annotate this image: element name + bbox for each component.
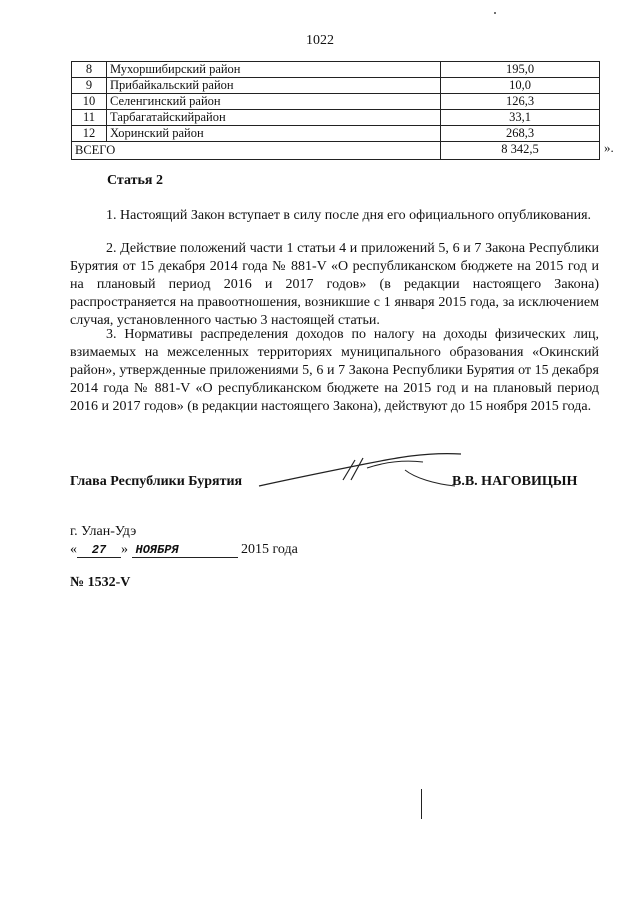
district-value: 268,3 xyxy=(441,126,600,142)
handwritten-signature xyxy=(255,440,465,500)
row-number: 12 xyxy=(72,126,107,142)
table-row xyxy=(72,126,600,142)
district-value: 195,0 xyxy=(441,62,600,78)
paragraph-3: 3. Нормативы распределения доходов по налогу на доходы физических лиц, взимаемых на межселенных территориях муниципального образования «Окинский район», утвержденные приложениями 5, 6 и 7 Закона Республики Бурятия от 15 декабря 2014 года № 881-V «О республиканском бюджете на 2015 год и на плановый период 2016 и 2017 годов» (в редакции настоящего Закона), действуют до 15 ноября 2015 года. xyxy=(70,327,599,414)
date-open-quote: « xyxy=(70,542,77,557)
table-row xyxy=(72,78,600,94)
district-value: 126,3 xyxy=(441,94,600,110)
table-row xyxy=(72,62,600,78)
district-name: Хоринский район xyxy=(107,126,441,142)
district-name: Мухоршибирский район xyxy=(107,62,441,78)
place-of-signing: г. Улан-Удэ xyxy=(70,524,137,539)
scan-speck xyxy=(494,12,496,14)
signatory-title: Глава Республики Бурятия xyxy=(70,474,243,489)
table-row xyxy=(72,110,600,126)
district-value: 33,1 xyxy=(441,110,600,126)
date-month: НОЯБРЯ xyxy=(132,543,238,558)
district-value: 10,0 xyxy=(441,78,600,94)
district-name: Тарбагатайскийрайон xyxy=(107,110,441,126)
date-close-quote: » xyxy=(121,542,128,557)
closing-quote: ». xyxy=(604,140,614,155)
scan-mark xyxy=(421,789,422,819)
total-value: 8 342,5 xyxy=(441,142,600,160)
district-name: Прибайкальский район xyxy=(107,78,441,94)
law-number: № 1532-V xyxy=(70,575,131,590)
date-day: 27 xyxy=(77,543,121,558)
article-heading: Статья 2 xyxy=(107,173,163,188)
districts-table xyxy=(71,61,600,160)
row-number: 11 xyxy=(72,110,107,126)
row-number: 9 xyxy=(72,78,107,94)
paragraph-1: 1. Настоящий Закон вступает в силу после дня его официального опубликования. xyxy=(106,208,592,223)
table-total-row xyxy=(72,142,600,160)
signing-date xyxy=(70,542,298,558)
page-number: 1022 xyxy=(306,33,334,48)
total-label: ВСЕГО xyxy=(72,142,441,160)
signatory-name: В.В. НАГОВИЦЫН xyxy=(452,474,578,489)
row-number: 10 xyxy=(72,94,107,110)
paragraph-2: 2. Действие положений части 1 статьи 4 и приложений 5, 6 и 7 Закона Республики Бурятия от 15 декабря 2014 года № 881-V «О республиканском бюджете на 2015 год и на плановый период 2016 и 2017 годов» (в редакции настоящего Закона) распространяется на правоотношения, возникшие с 1 января 2015 года, за исключением случая, установленного частью 3 настоящей статьи. xyxy=(70,241,599,328)
district-name: Селенгинский район xyxy=(107,94,441,110)
row-number: 8 xyxy=(72,62,107,78)
date-year: 2015 года xyxy=(241,542,298,557)
table-row xyxy=(72,94,600,110)
